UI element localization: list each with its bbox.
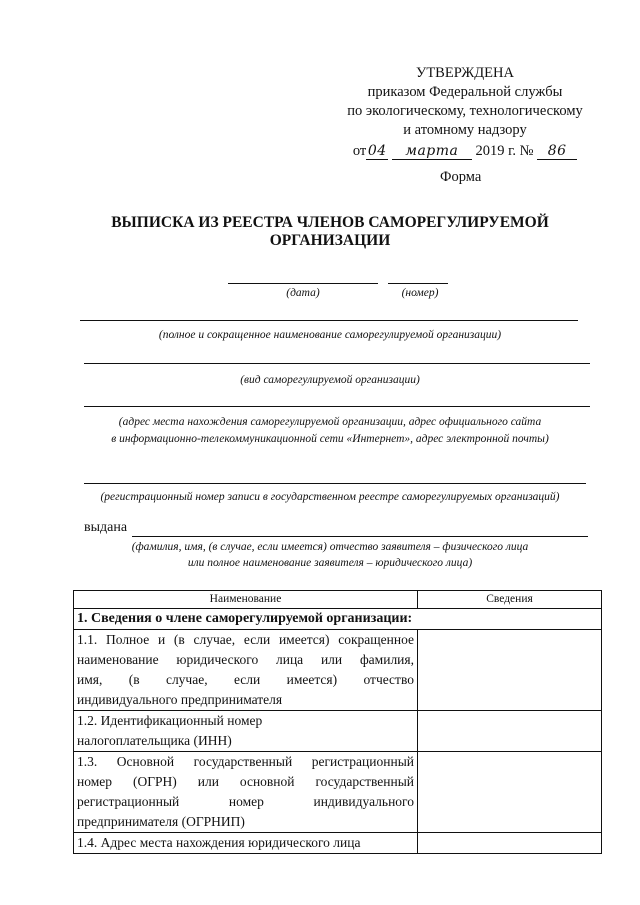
applicant-caption-1: (фамилия, имя, (в случае, если имеется) отчество заявителя – физического лица [131, 541, 529, 553]
page-title [60, 214, 600, 250]
approval-block [330, 64, 600, 161]
form-label: Форма [440, 169, 482, 185]
approval-date-line [330, 142, 600, 161]
address-field-line[interactable] [84, 406, 590, 407]
approval-month: марта [392, 144, 472, 160]
row-1-1-label [74, 630, 418, 711]
address-caption-1: (адрес места нахождения саморегулируемой организации, адрес официального сайта [118, 416, 542, 428]
reg-number-field-line[interactable] [84, 483, 586, 484]
approval-heading: УТВЕРЖДЕНА [416, 65, 514, 81]
date-field-line[interactable] [228, 283, 378, 284]
title-line-2: ОРГАНИЗАЦИИ [269, 232, 391, 249]
row-1-1-line-2: наименование юридического лица или фамилия, [77, 652, 414, 667]
row-1-1-line-3: имя, (в случае, если имеется) отчество [77, 672, 414, 687]
table-row [74, 752, 602, 833]
approval-year-number: 2019 г. № [475, 143, 534, 159]
date-caption: (дата) [286, 287, 320, 299]
number-caption: (номер) [401, 287, 439, 299]
row-1-3-line-3: регистрационный номер индивидуального [77, 794, 414, 809]
row-1-3-line-2: номер (ОГРН) или основной государственный [77, 774, 414, 789]
section-row [74, 609, 602, 630]
reg-number-caption: (регистрационный номер записи в государственном реестре саморегулируемых организаций) [100, 491, 560, 503]
approval-line-4: и атомному надзору [403, 122, 527, 138]
issued-label: выдана [84, 520, 128, 535]
org-type-field-line[interactable] [84, 363, 590, 364]
row-1-3-value[interactable] [418, 752, 602, 833]
row-1-3-line-4: предпринимателя (ОГРНИП) [77, 814, 245, 829]
number-field-line[interactable] [388, 283, 448, 284]
approval-order-number: 86 [537, 144, 577, 160]
register-table [73, 590, 602, 854]
approval-prefix: от [352, 143, 367, 159]
row-1-1-value[interactable] [418, 630, 602, 711]
table-row [74, 711, 602, 752]
org-name-field-line[interactable] [80, 320, 578, 321]
section-1-heading: 1. Сведения о члене саморегулируемой организации: [74, 609, 602, 630]
applicant-caption-2: или полное наименование заявителя – юридического лица) [187, 557, 473, 569]
org-name-caption: (полное и сокращенное наименование саморегулируемой организации) [158, 329, 502, 341]
title-line-1: ВЫПИСКА ИЗ РЕЕСТРА ЧЛЕНОВ САМОРЕГУЛИРУЕМОЙ [111, 214, 549, 231]
row-1-1-line-4: индивидуального предпринимателя [77, 692, 283, 707]
approval-line-3: по экологическому, технологическому [347, 103, 583, 119]
row-1-1-line-1: 1.1. Полное и (в случае, если имеется) сокращенное [77, 632, 414, 647]
header-name: Наименование [74, 591, 418, 609]
row-1-2-line-2: налогоплательщика (ИНН) [77, 733, 232, 748]
table-row [74, 630, 602, 711]
row-1-4-line-1: 1.4. Адрес места нахождения юридического лица [77, 835, 361, 850]
row-1-3-label [74, 752, 418, 833]
row-1-3-line-1: 1.3. Основной государственный регистрационный [77, 754, 414, 769]
row-1-4-value[interactable] [418, 833, 602, 854]
address-caption-2: в информационно-телекоммуникационной сети «Интернет», адрес электронной почты) [111, 433, 549, 445]
row-1-4-label [74, 833, 418, 854]
row-1-2-label [74, 711, 418, 752]
row-1-2-line-1: 1.2. Идентификационный номер [77, 713, 263, 728]
row-1-2-value[interactable] [418, 711, 602, 752]
table-header-row [74, 591, 602, 609]
applicant-field-line[interactable] [132, 536, 588, 537]
org-type-caption: (вид саморегулируемой организации) [240, 374, 420, 386]
approval-day: 04 [367, 143, 387, 159]
table-row [74, 833, 602, 854]
header-info: Сведения [418, 591, 602, 609]
approval-line-2: приказом Федеральной службы [367, 84, 563, 100]
